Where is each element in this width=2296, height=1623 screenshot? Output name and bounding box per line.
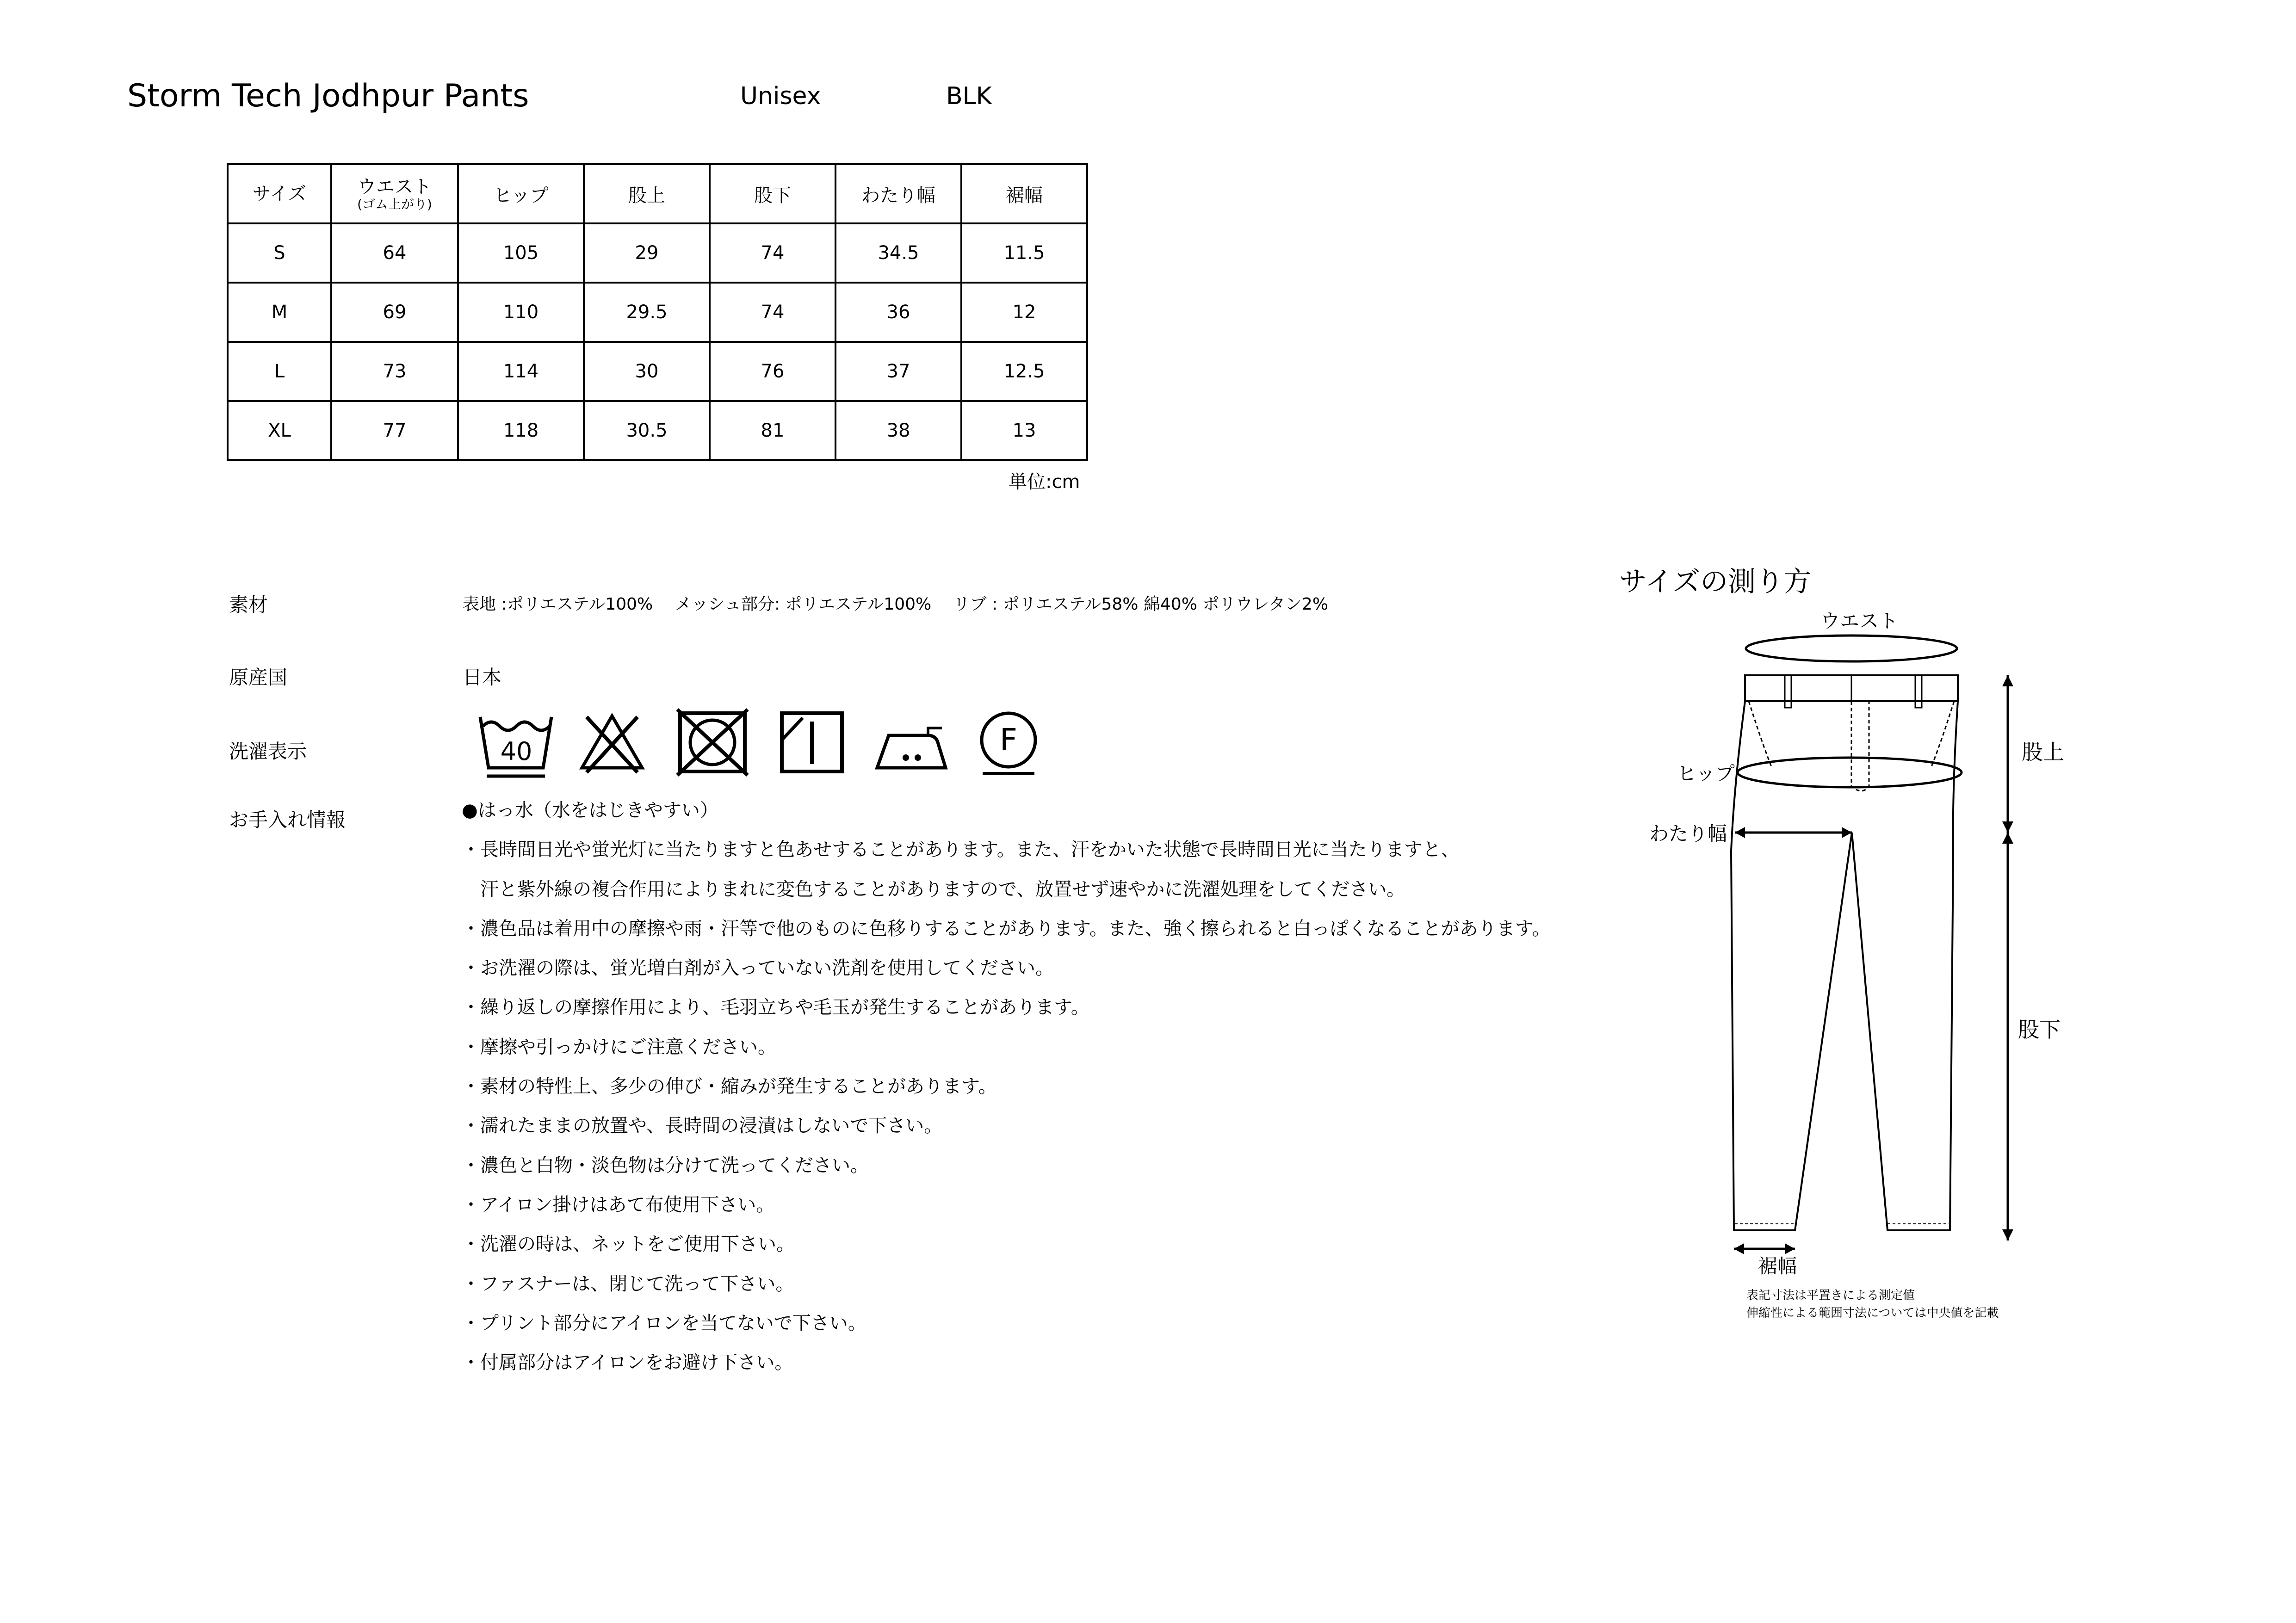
gender-label: Unisex <box>740 82 821 110</box>
table-cell: 64 <box>331 223 458 283</box>
header-waist-note: (ゴム上がり) <box>357 197 432 212</box>
care-instructions <box>462 796 1551 1388</box>
table-cell: 13 <box>961 401 1087 460</box>
table-cell: 105 <box>458 223 584 283</box>
table-cell: 11.5 <box>961 223 1087 283</box>
product-title: Storm Tech Jodhpur Pants <box>127 78 529 114</box>
unit-label: 単位:cm <box>1009 471 1080 493</box>
table-cell: 74 <box>710 283 835 342</box>
table-cell: 73 <box>331 342 458 401</box>
table-cell: 114 <box>458 342 584 401</box>
list-item: ・アイロン掛けはあて布使用下さい。 <box>462 1194 775 1216</box>
table-cell: 74 <box>710 223 835 283</box>
table-row <box>228 223 1087 283</box>
list-item: ・付属部分はアイロンをお避け下さい。 <box>462 1352 793 1374</box>
table-cell: 38 <box>835 401 961 460</box>
table-cell: 81 <box>710 401 835 460</box>
thigh-label: わたり幅 <box>1649 822 1727 845</box>
belt-loop-left <box>1785 675 1791 708</box>
table-cell: 69 <box>331 283 458 342</box>
header-thigh: わたり幅 <box>835 164 961 223</box>
header-rise: 股上 <box>584 164 710 223</box>
table-cell: 12.5 <box>961 342 1087 401</box>
header-hip: ヒップ <box>458 164 584 223</box>
table-cell: XL <box>228 401 331 460</box>
table-cell: 118 <box>458 401 584 460</box>
header-size: サイズ <box>228 164 331 223</box>
table-row <box>228 401 1087 460</box>
table-cell: 110 <box>458 283 584 342</box>
table-cell: 29.5 <box>584 283 710 342</box>
wash-label: 洗濯表示 <box>229 740 307 763</box>
list-item: ・お洗濯の際は、蛍光増白剤が入っていない洗剤を使用してください。 <box>462 957 1054 979</box>
waist-measure-ellipse <box>1746 636 1957 661</box>
hip-measure-ellipse <box>1738 758 1962 787</box>
pants-outline <box>1731 701 1958 1230</box>
list-item: ・繰り返しの摩擦作用により、毛羽立ちや毛玉が発生することがあります。 <box>462 997 1089 1018</box>
origin-value: 日本 <box>463 666 502 689</box>
inseam-label: 股下 <box>2018 1017 2061 1042</box>
belt-loop-right <box>1915 675 1922 708</box>
list-item: ・摩擦や引っかけにご注意ください。 <box>462 1036 776 1058</box>
list-item: ・プリント部分にアイロンを当てないで下さい。 <box>462 1312 866 1334</box>
iron-medium-icon <box>873 708 951 777</box>
table-row <box>228 283 1087 342</box>
table-row <box>228 342 1087 401</box>
list-item: ・濃色と白物・淡色物は分けて洗ってください。 <box>462 1154 869 1176</box>
list-item: ・素材の特性上、多少の伸び・縮みが発生することがあります。 <box>462 1076 997 1098</box>
material-label: 素材 <box>229 593 268 616</box>
table-cell: 36 <box>835 283 961 342</box>
no-bleach-icon <box>577 708 647 777</box>
list-item: ・濡れたままの放置や、長時間の浸漬はしないで下さい。 <box>462 1115 943 1137</box>
size-table <box>227 163 1088 461</box>
list-item: ・ファスナーは、閉じて洗って下さい。 <box>462 1273 794 1295</box>
drip-dry-icon <box>777 708 847 777</box>
list-item: ・濃色品は着用中の摩擦や雨・汗等で他のものに色移りすることがあります。また、強く擦られると白っぽくなることがあります。 <box>462 918 1551 939</box>
material-value: 表地 :ポリエステル100% メッシュ部分: ポリエステル100% リブ : ポリエステル58% 綿40% ポリウレタン2% <box>463 595 1329 614</box>
care-label: お手入れ情報 <box>229 808 346 831</box>
dry-clean-f-icon <box>976 708 1041 777</box>
diagram-title: サイズの測り方 <box>1619 566 1812 598</box>
table-cell: L <box>228 342 331 401</box>
table-cell: M <box>228 283 331 342</box>
measurement-note-1: 表記寸法は平置きによる測定値 <box>1746 1289 1915 1302</box>
table-cell: 77 <box>331 401 458 460</box>
hem-label: 裾幅 <box>1758 1255 1797 1277</box>
color-code: BLK <box>946 82 992 110</box>
dry-clean-letter: F <box>1000 722 1017 758</box>
table-cell: 30 <box>584 342 710 401</box>
wash-temperature: 40 <box>500 737 532 766</box>
origin-label: 原産国 <box>229 666 288 689</box>
waist-label: ウエスト <box>1820 610 1899 632</box>
header-hem: 裾幅 <box>961 164 1087 223</box>
table-cell: 37 <box>835 342 961 401</box>
table-cell: 30.5 <box>584 401 710 460</box>
table-cell: 76 <box>710 342 835 401</box>
measurement-note-2: 伸縮性による範囲寸法については中央値を記載 <box>1746 1306 1999 1320</box>
list-item: ・長時間日光や蛍光灯に当たりますと色あせすることがあります。また、汗をかいた状態で長時間日光に当たりますと、 <box>462 839 1460 861</box>
table-cell: 29 <box>584 223 710 283</box>
no-tumble-dry-icon <box>675 708 749 777</box>
list-item: ●はっ水（水をはじきやすい） <box>462 800 718 821</box>
table-cell: S <box>228 223 331 283</box>
list-item: 汗と紫外線の複合作用によりまれに変色することがありますので、放置せず速やかに洗濯処理をしてください。 <box>462 878 1405 900</box>
size-table-header-row <box>228 164 1087 223</box>
table-cell: 12 <box>961 283 1087 342</box>
pants-diagram <box>1610 592 2119 1263</box>
hip-label: ヒップ <box>1677 762 1735 785</box>
header-inseam: 股下 <box>710 164 835 223</box>
list-item: ・洗濯の時は、ネットをご使用下さい。 <box>462 1234 795 1255</box>
header-waist: ウエスト (ゴム上がり) <box>331 164 458 223</box>
table-cell: 34.5 <box>835 223 961 283</box>
rise-label: 股上 <box>2022 740 2064 765</box>
wash-40-icon <box>477 708 555 782</box>
